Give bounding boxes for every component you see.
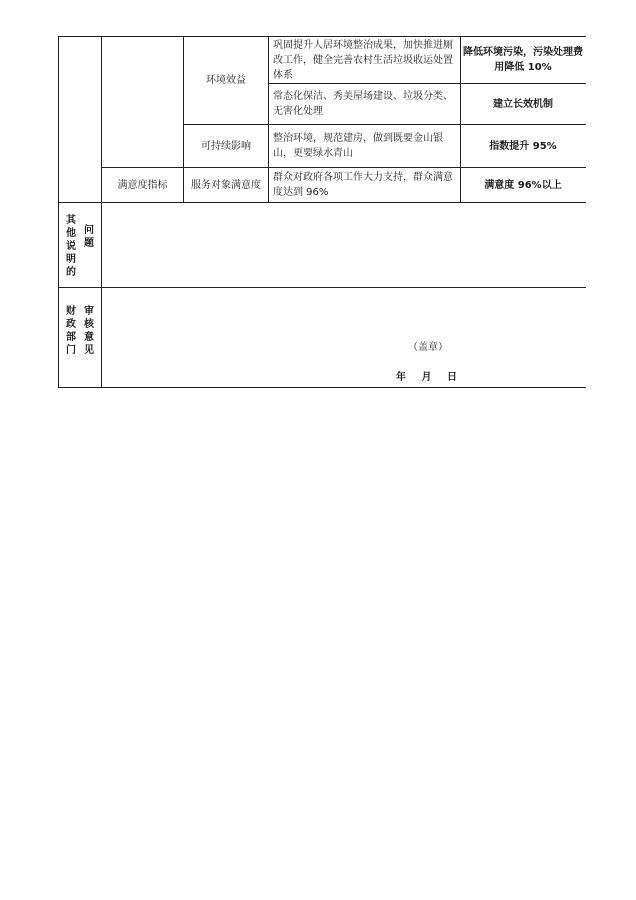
indicator-content: 常态化保洁、秀美屋场建设、垃圾分类、无害化处理 bbox=[273, 91, 453, 117]
indicator-name: 环境效益 bbox=[206, 75, 246, 86]
indicator-content: 整治环境，规范建房，做到既要金山银山，更要绿水青山 bbox=[273, 133, 443, 159]
indicator-name: 服务对象满意度 bbox=[191, 179, 261, 191]
indicator-target: 降低环境污染，污染处理费用降低 10% bbox=[463, 47, 583, 73]
indicator-content: 巩固提升人居环境整治成果，加快推进厕改工作，健全完善农村生活垃圾收运处置体系 bbox=[273, 39, 453, 81]
other-issues-label: 其他说明的 bbox=[66, 215, 76, 278]
table-rule bbox=[268, 36, 269, 202]
indicator-content: 群众对政府各项工作大力支持，群众满意度达到 96% bbox=[273, 172, 453, 198]
indicator-target: 指数提升 95% bbox=[489, 140, 557, 152]
finance-review-label: 财政部门 bbox=[66, 306, 76, 356]
other-issues-label: 问题 bbox=[84, 225, 94, 249]
indicator-category: 满意度指标 bbox=[117, 179, 168, 191]
table-rule bbox=[460, 36, 461, 202]
table-rule bbox=[58, 287, 586, 288]
indicator-target: 建立长效机制 bbox=[493, 98, 553, 110]
review-date: 年 月 日 bbox=[396, 372, 457, 383]
table-rule bbox=[101, 36, 102, 387]
indicator-name: 可持续影响 bbox=[201, 140, 251, 152]
official-seal-text: （盖章） bbox=[408, 342, 448, 353]
performance-table bbox=[0, 0, 636, 400]
other-issues-value bbox=[108, 203, 578, 287]
table-border-left bbox=[58, 36, 59, 387]
finance-review-label: 审核意见 bbox=[84, 306, 94, 356]
table-border-bottom bbox=[58, 387, 586, 388]
indicator-target: 满意度 96%以上 bbox=[484, 179, 562, 191]
